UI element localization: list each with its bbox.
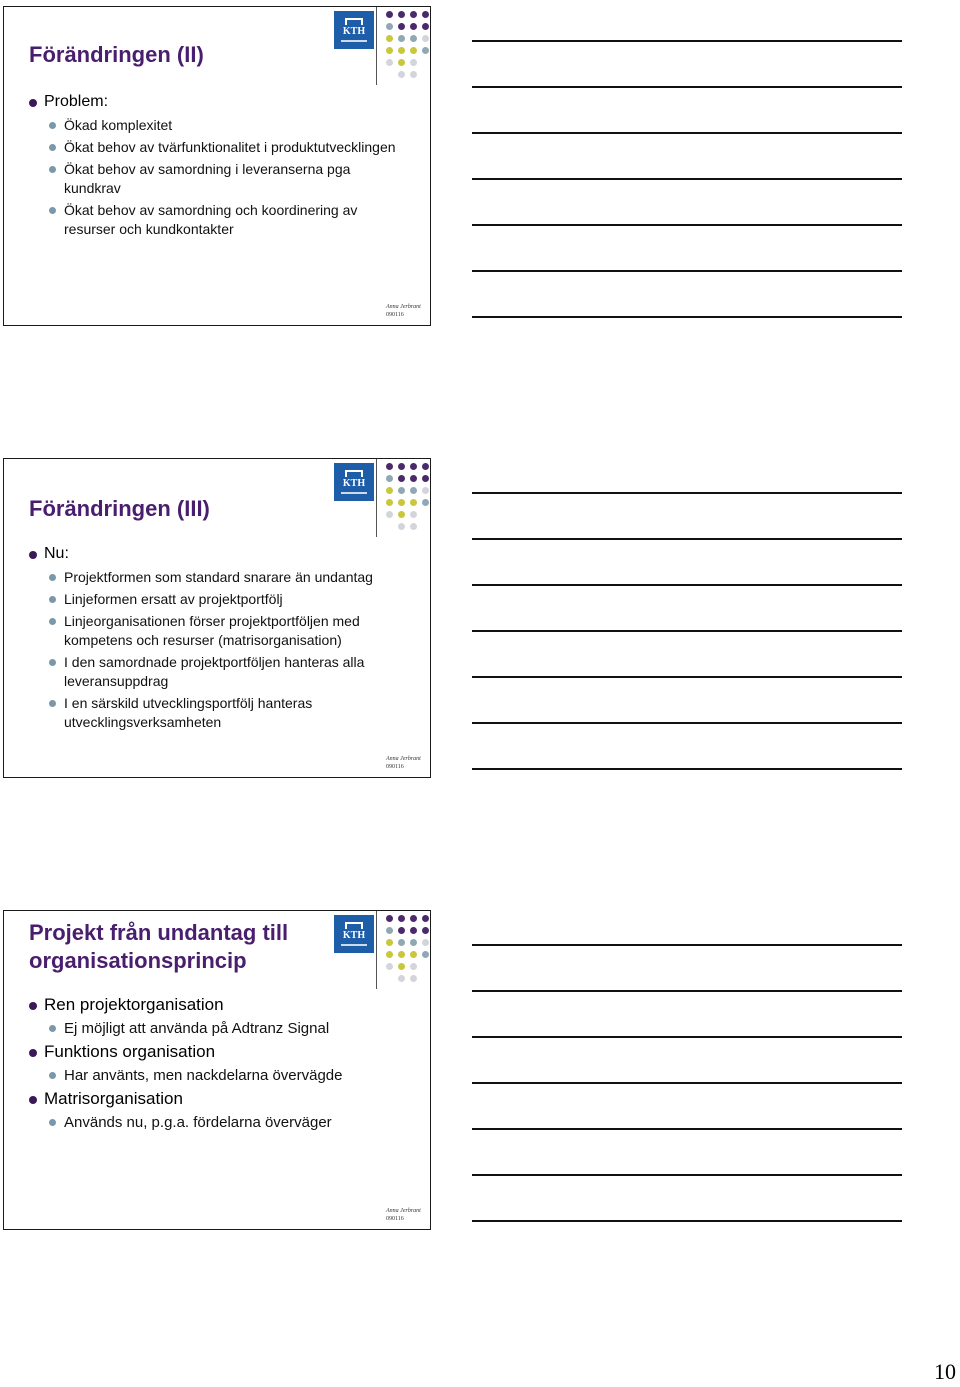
dot-icon bbox=[410, 915, 417, 922]
note-line bbox=[472, 270, 902, 272]
slide-body bbox=[26, 994, 410, 1135]
dot-icon bbox=[398, 939, 405, 946]
dot-icon bbox=[410, 487, 417, 494]
dot-icon bbox=[386, 23, 393, 30]
slide-title-line: Projekt från undantag till bbox=[29, 920, 289, 945]
dot-icon bbox=[398, 475, 405, 482]
dot-icon bbox=[422, 975, 429, 982]
dot-icon bbox=[386, 963, 393, 970]
crown-icon bbox=[345, 470, 363, 477]
dot-icon bbox=[422, 487, 429, 494]
slide-title-line: Förändringen (II) bbox=[29, 42, 204, 67]
dot-icon bbox=[386, 951, 393, 958]
footer-author: Anna Jerbrant bbox=[386, 756, 421, 762]
bullet-item: Problem: bbox=[26, 91, 410, 113]
dot-icon bbox=[410, 963, 417, 970]
dot-icon bbox=[398, 11, 405, 18]
bullet-item: Ren projektorganisation bbox=[26, 994, 410, 1016]
note-line bbox=[472, 1174, 902, 1176]
dot-icon bbox=[410, 59, 417, 66]
slide-body bbox=[26, 543, 410, 735]
dot-icon bbox=[398, 487, 405, 494]
dot-icon bbox=[410, 35, 417, 42]
dot-icon bbox=[386, 499, 393, 506]
dot-icon bbox=[410, 23, 417, 30]
dot-icon bbox=[410, 975, 417, 982]
dot-icon bbox=[386, 11, 393, 18]
note-lines bbox=[472, 944, 902, 1266]
header-divider bbox=[376, 911, 377, 989]
note-line bbox=[472, 178, 902, 180]
sub-bullet-item: Ökat behov av samordning och koordinering av resurser och kundkontakter bbox=[26, 201, 410, 239]
sub-bullet-item: Linjeorganisationen förser projektportföljen med kompetens och resurser (matrisorganisation) bbox=[26, 612, 410, 650]
footer-author: Anna Jerbrant bbox=[386, 304, 421, 310]
dot-icon bbox=[422, 71, 429, 78]
note-line bbox=[472, 1036, 902, 1038]
dot-icon bbox=[386, 927, 393, 934]
header-divider bbox=[376, 459, 377, 537]
dot-icon bbox=[410, 523, 417, 530]
sub-bullet-item: Linjeformen ersatt av projektportfölj bbox=[26, 590, 410, 609]
dot-icon bbox=[410, 511, 417, 518]
sub-bullet-item: Ökat behov av tvärfunktionalitet i produktutvecklingen bbox=[26, 138, 410, 157]
dot-icon bbox=[410, 463, 417, 470]
slide-footer bbox=[386, 303, 421, 319]
dot-icon bbox=[410, 927, 417, 934]
dot-icon bbox=[386, 463, 393, 470]
note-line bbox=[472, 1082, 902, 1084]
dot-icon bbox=[386, 59, 393, 66]
dot-icon bbox=[422, 23, 429, 30]
footer-date: 090116 bbox=[386, 312, 404, 318]
note-line bbox=[472, 1220, 902, 1222]
slide-3 bbox=[3, 910, 431, 1230]
sub-bullet-item: Ej möjligt att använda på Adtranz Signal bbox=[26, 1019, 410, 1038]
dot-icon bbox=[422, 951, 429, 958]
dot-icon bbox=[398, 927, 405, 934]
dot-icon bbox=[422, 499, 429, 506]
dot-icon bbox=[422, 523, 429, 530]
dot-icon bbox=[398, 71, 405, 78]
note-line bbox=[472, 132, 902, 134]
note-line bbox=[472, 538, 902, 540]
logo-underline bbox=[341, 944, 367, 946]
dot-icon bbox=[422, 511, 429, 518]
dot-icon bbox=[410, 951, 417, 958]
dot-icon bbox=[386, 71, 393, 78]
dot-icon bbox=[386, 511, 393, 518]
sub-bullet-item: Ökad komplexitet bbox=[26, 116, 410, 135]
dot-icon bbox=[398, 975, 405, 982]
dot-icon bbox=[410, 499, 417, 506]
dot-icon bbox=[386, 939, 393, 946]
footer-author: Anna Jerbrant bbox=[386, 1208, 421, 1214]
sub-bullet-item: Projektformen som standard snarare än undantag bbox=[26, 568, 410, 587]
slide-2 bbox=[3, 458, 431, 778]
note-lines bbox=[472, 492, 902, 814]
decorative-dot-grid bbox=[386, 463, 434, 535]
slide-title-line: Förändringen (III) bbox=[29, 496, 210, 521]
dot-icon bbox=[398, 59, 405, 66]
dot-icon bbox=[422, 47, 429, 54]
dot-icon bbox=[410, 47, 417, 54]
slide-body bbox=[26, 91, 410, 242]
dot-icon bbox=[398, 463, 405, 470]
dot-icon bbox=[422, 963, 429, 970]
note-line bbox=[472, 768, 902, 770]
dot-icon bbox=[410, 11, 417, 18]
logo-text: KTH bbox=[342, 478, 366, 489]
footer-date: 090116 bbox=[386, 764, 404, 770]
dot-icon bbox=[398, 511, 405, 518]
crown-icon bbox=[345, 922, 363, 929]
dot-icon bbox=[398, 499, 405, 506]
slide-1 bbox=[3, 6, 431, 326]
kth-logo-icon bbox=[334, 915, 374, 953]
logo-text: KTH bbox=[342, 930, 366, 941]
slide-title bbox=[29, 41, 204, 69]
note-line bbox=[472, 944, 902, 946]
sub-bullet-item: I den samordnade projektportföljen hanteras alla leveransuppdrag bbox=[26, 653, 410, 691]
slide-title-line: organisationsprincip bbox=[29, 948, 247, 973]
crown-icon bbox=[345, 18, 363, 25]
dot-icon bbox=[386, 487, 393, 494]
note-line bbox=[472, 990, 902, 992]
dot-icon bbox=[398, 951, 405, 958]
dot-icon bbox=[410, 939, 417, 946]
dot-icon bbox=[398, 523, 405, 530]
note-line bbox=[472, 722, 902, 724]
note-line bbox=[472, 316, 902, 318]
dot-icon bbox=[386, 475, 393, 482]
dot-icon bbox=[422, 939, 429, 946]
note-line bbox=[472, 492, 902, 494]
sub-bullet-item: Ökat behov av samordning i leveranserna pga kundkrav bbox=[26, 160, 410, 198]
note-line bbox=[472, 40, 902, 42]
dot-icon bbox=[386, 523, 393, 530]
dot-icon bbox=[398, 35, 405, 42]
note-line bbox=[472, 86, 902, 88]
slide-footer bbox=[386, 755, 421, 771]
slide-title bbox=[29, 919, 288, 975]
dot-icon bbox=[422, 915, 429, 922]
dot-icon bbox=[386, 47, 393, 54]
dot-icon bbox=[422, 11, 429, 18]
dot-icon bbox=[422, 463, 429, 470]
dot-icon bbox=[422, 35, 429, 42]
dot-icon bbox=[398, 915, 405, 922]
note-line bbox=[472, 630, 902, 632]
sub-bullet-item: Används nu, p.g.a. fördelarna överväger bbox=[26, 1113, 410, 1132]
logo-text: KTH bbox=[342, 26, 366, 37]
note-line bbox=[472, 1128, 902, 1130]
bullet-item: Matrisorganisation bbox=[26, 1088, 410, 1110]
kth-logo-icon bbox=[334, 11, 374, 49]
header-divider bbox=[376, 7, 377, 85]
dot-icon bbox=[422, 59, 429, 66]
dot-icon bbox=[386, 975, 393, 982]
logo-underline bbox=[341, 492, 367, 494]
logo-underline bbox=[341, 40, 367, 42]
kth-logo-icon bbox=[334, 463, 374, 501]
footer-date: 090116 bbox=[386, 1216, 404, 1222]
slide-title bbox=[29, 495, 210, 523]
dot-icon bbox=[398, 963, 405, 970]
decorative-dot-grid bbox=[386, 915, 434, 987]
dot-icon bbox=[386, 915, 393, 922]
slide-footer bbox=[386, 1207, 421, 1223]
dot-icon bbox=[422, 927, 429, 934]
page-number: 10 bbox=[934, 1359, 956, 1384]
dot-icon bbox=[398, 23, 405, 30]
dot-icon bbox=[410, 475, 417, 482]
dot-icon bbox=[398, 47, 405, 54]
note-line bbox=[472, 584, 902, 586]
decorative-dot-grid bbox=[386, 11, 434, 83]
sub-bullet-item: I en särskild utvecklingsportfölj hanteras utvecklingsverksamheten bbox=[26, 694, 410, 732]
dot-icon bbox=[422, 475, 429, 482]
bullet-item: Funktions organisation bbox=[26, 1041, 410, 1063]
note-line bbox=[472, 676, 902, 678]
bullet-item: Nu: bbox=[26, 543, 410, 565]
sub-bullet-item: Har använts, men nackdelarna övervägde bbox=[26, 1066, 410, 1085]
note-line bbox=[472, 224, 902, 226]
dot-icon bbox=[410, 71, 417, 78]
dot-icon bbox=[386, 35, 393, 42]
note-lines bbox=[472, 40, 902, 362]
